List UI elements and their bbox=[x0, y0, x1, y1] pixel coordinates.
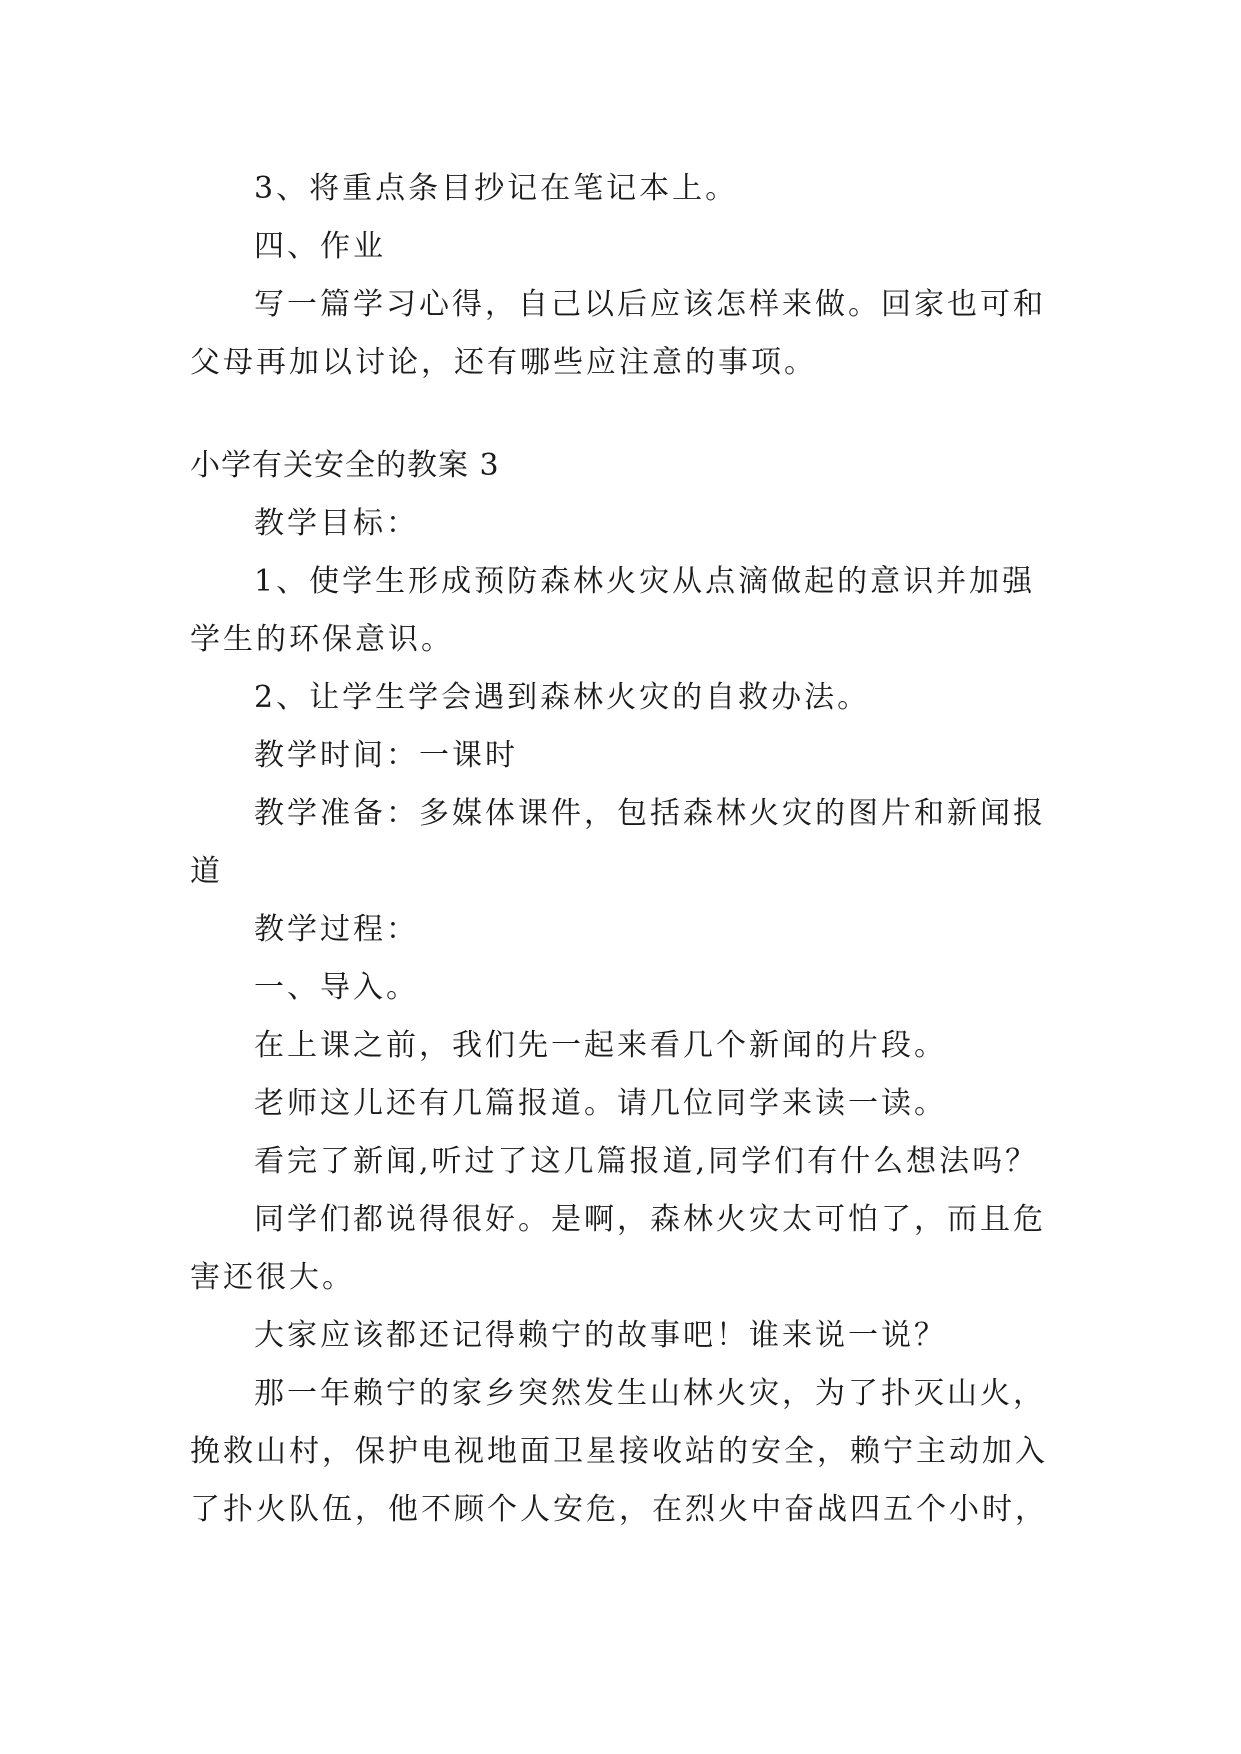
text-line: 教学时间：一课时 bbox=[254, 738, 518, 773]
text-line: 教学目标： bbox=[254, 506, 419, 541]
text-line: 挽救山村，保护电视地面卫星接收站的安全，赖宁主动加入 bbox=[190, 1434, 1048, 1469]
text-line: 害还很大。 bbox=[190, 1260, 355, 1295]
text-line: 那一年赖宁的家乡突然发生山林火灾，为了扑灭山火， bbox=[254, 1376, 1046, 1411]
text-line: 学生的环保意识。 bbox=[190, 622, 454, 657]
text-line: 了扑火队伍，他不顾个人安危，在烈火中奋战四五个小时， bbox=[190, 1492, 1048, 1527]
text-line: 老师这儿还有几篇报道。请几位同学来读一读。 bbox=[254, 1086, 947, 1121]
text-line: 一、导入。 bbox=[254, 970, 419, 1005]
text-line: 看完了新闻,听过了这几篇报道,同学们有什么想法吗？ bbox=[254, 1144, 1039, 1179]
text-line: 大家应该都还记得赖宁的故事吧！谁来说一说？ bbox=[254, 1318, 947, 1353]
section-heading: 小学有关安全的教案 3 bbox=[190, 448, 500, 483]
text-line: 教学准备：多媒体课件，包括森林火灾的图片和新闻报 bbox=[254, 796, 1046, 831]
text-line: 父母再加以讨论，还有哪些应注意的事项。 bbox=[190, 345, 817, 380]
text-line: 同学们都说得很好。是啊，森林火灾太可怕了，而且危 bbox=[254, 1202, 1046, 1237]
text-line: 2、让学生学会遇到森林火灾的自救办法。 bbox=[254, 680, 871, 715]
text-line: 写一篇学习心得，自己以后应该怎样来做。回家也可和 bbox=[254, 287, 1046, 322]
document-body bbox=[190, 160, 1050, 1539]
section-gap bbox=[190, 392, 1050, 437]
text-line: 1、使学生形成预防森林火灾从点滴做起的意识并加强 bbox=[254, 564, 1036, 599]
text-line: 教学过程： bbox=[254, 912, 419, 947]
text-line: 3、将重点条目抄记在笔记本上。 bbox=[254, 171, 739, 206]
text-line: 在上课之前，我们先一起来看几个新闻的片段。 bbox=[254, 1028, 947, 1063]
text-line: 道 bbox=[190, 854, 223, 889]
text-line: 四、作业 bbox=[254, 229, 386, 264]
